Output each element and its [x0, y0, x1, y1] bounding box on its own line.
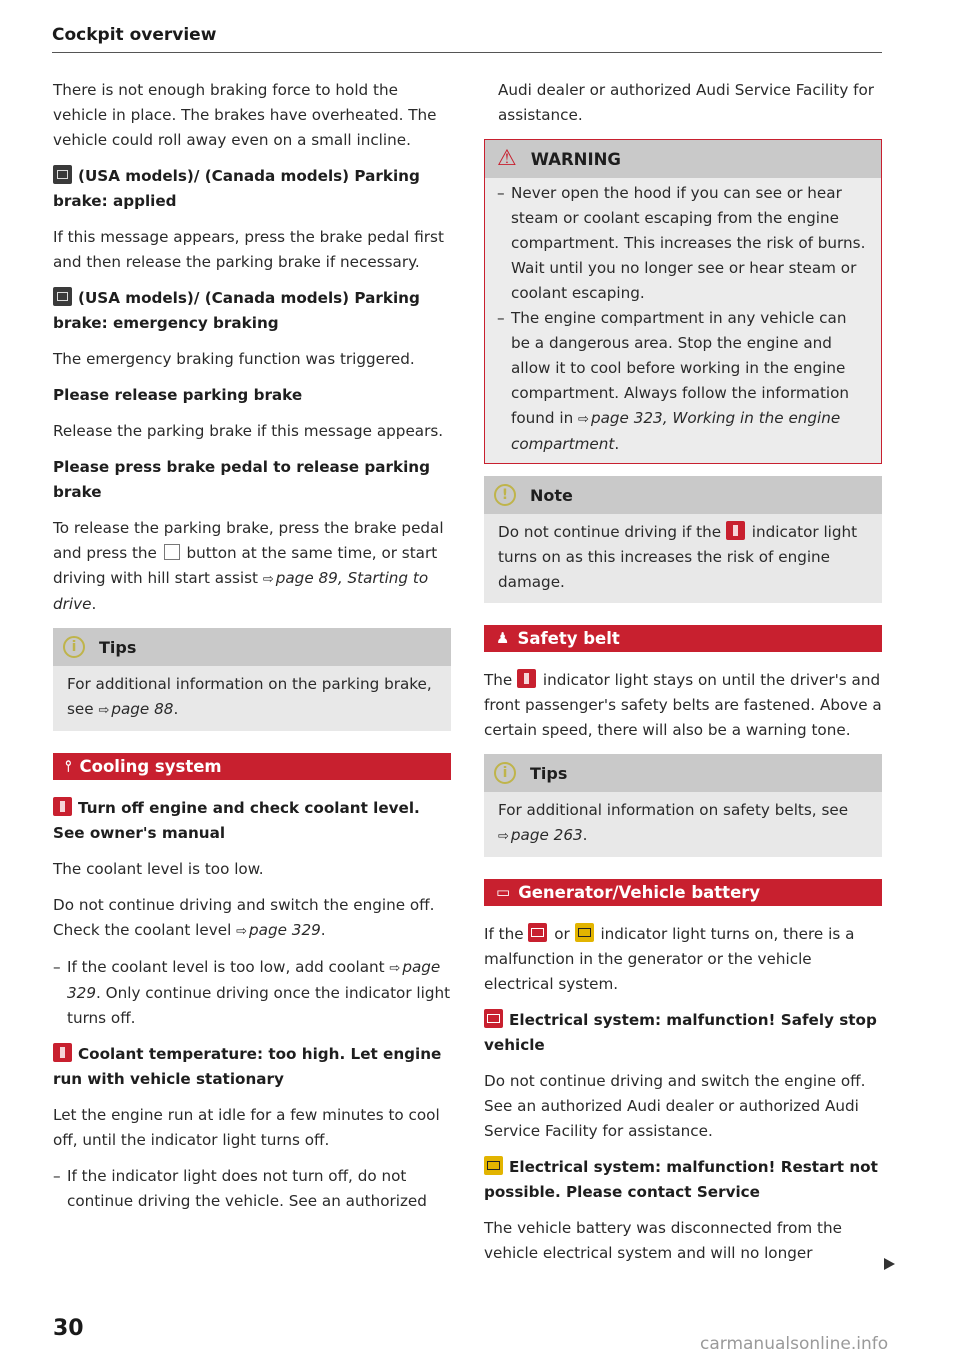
battery-warning-red-icon [528, 923, 547, 942]
list-item: – If the coolant level is too low, add coolant ⇨ page 329. Only continue driving once the indicator light turns off. [53, 955, 451, 1031]
paragraph-idle: Let the engine run at idle for a few minutes to cool off, until the indicator light turns off. [53, 1106, 440, 1149]
seatbelt-icon: ♟ [496, 629, 510, 647]
heading-turn-off-engine: Turn off engine and check coolant level. See owner's manual [53, 799, 420, 842]
paragraph-brakes-overheated: There is not enough braking force to hold the vehicle in place. The brakes have overheated. The vehicle could roll away even on a small incline. [53, 81, 437, 149]
parking-brake-icon [53, 287, 72, 306]
paragraph-press: To release the parking brake, press the brake pedal and press the button at the same time, or start driving with hill start assist ⇨ page 89, Starting to drive. [53, 519, 444, 613]
paragraph-continued: Audi dealer or authorized Audi Service Facility for assistance. [498, 81, 875, 124]
arrow-right-icon: ⇨ [389, 961, 401, 976]
temperature-instructions-list [53, 1164, 451, 1214]
heading-coolant-temperature: Coolant temperature: too high. Let engine run with vehicle stationary [53, 1045, 442, 1088]
warning-list [497, 181, 867, 457]
watermark: carmanualsonline.info [700, 1334, 889, 1354]
arrow-right-icon: ⇨ [578, 412, 589, 427]
tips-box-safety-belt: i Tips For additional information on safety belts, see ⇨ page 263. [484, 754, 882, 857]
header-divider [52, 52, 882, 53]
arrow-right-icon: ⇨ [498, 829, 509, 844]
list-item: – Never open the hood if you can see or hear steam or coolant escaping from the engine compartment. This increases the risk of burns. Wait until you no longer see or hear steam or coolant escaping. [497, 181, 867, 306]
battery-warning-yellow-icon [484, 1156, 503, 1175]
info-icon: i [63, 636, 85, 658]
section-cooling-system: ⫯ Cooling system [53, 753, 451, 780]
page-reference-link[interactable]: ⇨ page 329 [67, 958, 441, 1002]
paragraph-emergency: The emergency braking function was triggered. [53, 350, 415, 368]
section-generator-battery: ▭ Generator/Vehicle battery [484, 879, 882, 906]
tips-box-parking: i Tips For additional information on the parking brake, see ⇨ page 88. [53, 628, 451, 731]
arrow-right-icon: ⇨ [262, 572, 274, 587]
paragraph-safely-stop: Do not continue driving and switch the engine off. See an authorized Audi dealer or authorized Audi Service Facility for assistance. [484, 1072, 866, 1140]
parking-brake-button-icon [164, 544, 180, 560]
page-header-title: Cockpit overview [52, 25, 217, 45]
warning-box: ⚠ WARNING – Never open the hood if you can see or hear steam or coolant escaping from the engine compartment. This increases the risk of burns. Wait until you no longer see or hear steam or coolant escaping. – The engine compartment in any vehicle can be a dangerous area. Stop the engine and allow it to cool before working in the engine compartment. Always follow the information found in ⇨ page 323, Working in the engine compartment. [484, 139, 882, 464]
section-safety-belt: ♟ Safety belt [484, 625, 882, 652]
heading-release-parking-brake: Please release parking brake [53, 386, 303, 404]
page-reference-link[interactable]: ⇨ page 323, Working in the engine compartment [511, 409, 841, 453]
page-reference-link[interactable]: ⇨ page 88 [98, 700, 174, 718]
heading-press-brake-pedal: Please press brake pedal to release parking brake [53, 458, 430, 501]
paragraph-release: Release the parking brake if this message appears. [53, 422, 444, 440]
coolant-instructions-list [53, 955, 451, 1031]
page-reference-link[interactable]: ⇨ page 329 [236, 921, 321, 939]
heading-restart-not-possible: Electrical system: malfunction! Restart not possible. Please contact Service [484, 1158, 878, 1201]
note-box: ! Note Do not continue driving if the indicator light turns on as this increases the risk of engine damage. [484, 476, 882, 603]
page-number: 30 [53, 1316, 84, 1341]
paragraph-safety-belt: The indicator light stays on until the driver's and front passenger's safety belts are fastened. Above a certain speed, there will also be a warning tone. [484, 671, 882, 739]
coolant-warning-icon [53, 797, 72, 816]
battery-warning-red-icon [484, 1009, 503, 1028]
heading-emergency-braking: (USA models)/ (Canada models) Parking brake: emergency braking [53, 289, 420, 332]
heading-safely-stop: Electrical system: malfunction! Safely stop vehicle [484, 1011, 877, 1054]
paragraph-generator: If the or indicator light turns on, there is a malfunction in the generator or the vehicle electrical system. [484, 925, 855, 993]
paragraph-restart: The vehicle battery was disconnected from the vehicle electrical system and will no longer [484, 1219, 842, 1262]
coolant-warning-icon [53, 1043, 72, 1062]
parking-brake-icon [53, 165, 72, 184]
arrow-right-icon: ⇨ [98, 703, 110, 718]
paragraph-coolant-low: The coolant level is too low. [53, 860, 264, 878]
paragraph-do-not-continue: Do not continue driving and switch the engine off. Check the coolant level ⇨ page 329. [53, 896, 435, 939]
exclamation-icon: ! [494, 484, 516, 506]
battery-icon: ▭ [496, 883, 511, 901]
battery-warning-yellow-icon [575, 923, 594, 942]
continue-arrow-icon [884, 1258, 895, 1270]
paragraph-applied: If this message appears, press the brake pedal first and then release the parking brake if necessary. [53, 228, 444, 271]
coolant-thermometer-icon: ⫯ [65, 757, 72, 775]
right-column [484, 78, 882, 1277]
coolant-warning-icon [726, 521, 745, 540]
list-item: – If the indicator light does not turn off, do not continue driving the vehicle. See an authorized [53, 1164, 451, 1214]
list-item: – The engine compartment in any vehicle can be a dangerous area. Stop the engine and allow it to cool before working in the engine compartment. Always follow the information found in ⇨ page 323, Working in the engine compartment. [497, 306, 867, 457]
heading-parking-brake-applied: (USA models)/ (Canada models) Parking brake: applied [53, 167, 420, 210]
page-reference-link[interactable]: ⇨ page 263 [498, 826, 583, 844]
arrow-right-icon: ⇨ [236, 924, 248, 939]
warning-triangle-icon: ⚠ [497, 146, 517, 171]
seatbelt-warning-icon [517, 669, 536, 688]
left-column [53, 78, 451, 1225]
page-reference-link[interactable]: ⇨ page 89, Starting to drive [53, 569, 429, 613]
info-icon: i [494, 762, 516, 784]
